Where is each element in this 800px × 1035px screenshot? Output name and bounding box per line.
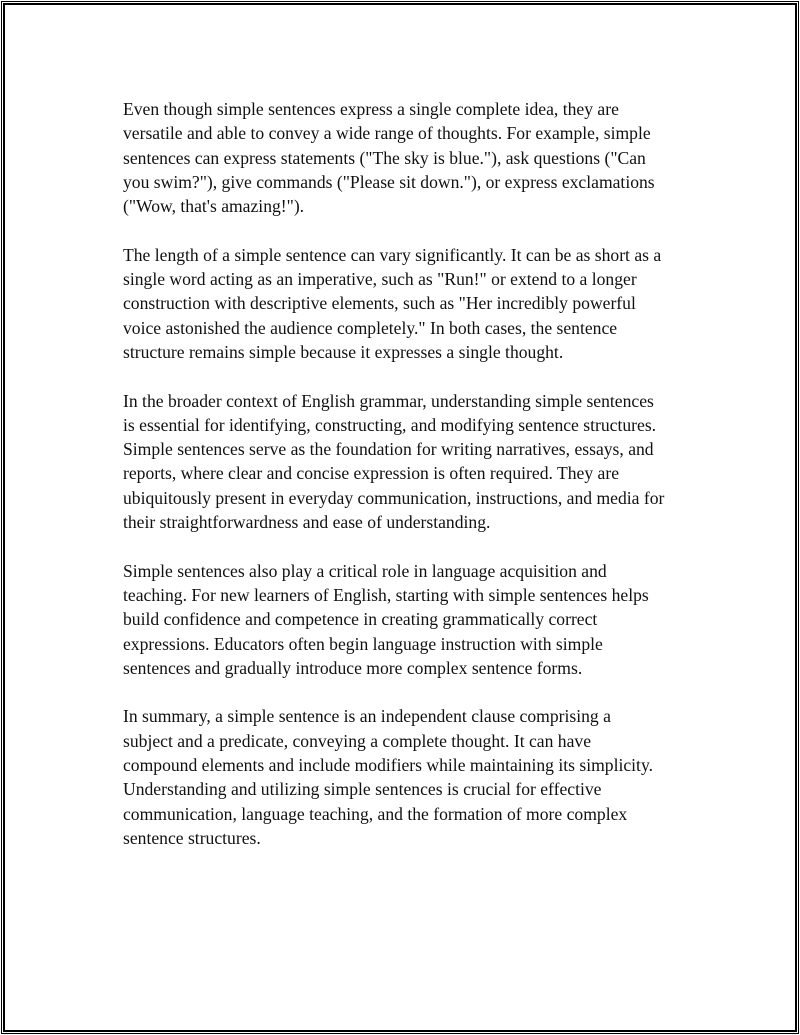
paragraph-line: sentences can express statements ("The sky is blue."), ask questions ("Can [123, 147, 646, 168]
paragraph-line: is essential for identifying, constructing, and modifying sentence structures. [123, 414, 657, 435]
paragraph-line: subject and a predicate, conveying a complete thought. It can have [123, 730, 592, 751]
paragraph-line: compound elements and include modifiers while maintaining its simplicity. [123, 755, 653, 776]
paragraph-line: construction with descriptive elements, such as "Her incredibly powerful [123, 293, 636, 314]
paragraph-line: versatile and able to convey a wide range of thoughts. For example, simple [123, 123, 651, 144]
paragraph-line: reports, where clear and concise expression is often required. They are [123, 463, 620, 484]
paragraph-line: you swim?"), give commands ("Please sit down."), or express exclamations [123, 171, 655, 192]
paragraph-line: communication, language teaching, and the formation of more complex [123, 803, 628, 824]
paragraph-line: Understanding and utilizing simple sentences is crucial for effective [123, 779, 602, 800]
paragraph-1 [123, 97, 693, 218]
paragraph-line: single word acting as an imperative, such as "Run!" or extend to a longer [123, 269, 637, 290]
paragraph-line: structure remains simple because it expresses a single thought. [123, 341, 564, 362]
paragraph-line: ubiquitously present in everyday communication, instructions, and media for [123, 487, 665, 508]
paragraph-line: In summary, a simple sentence is an independent clause comprising a [123, 706, 611, 727]
paragraph-line: expressions. Educators often begin language instruction with simple [123, 633, 603, 654]
paragraph-2 [123, 243, 693, 364]
paragraph-line: The length of a simple sentence can vary significantly. It can be as short as a [123, 244, 662, 265]
paragraph-line: voice astonished the audience completely." In both cases, the sentence [123, 317, 618, 338]
paragraph-line: Simple sentences also play a critical role in language acquisition and [123, 560, 607, 581]
page-border [3, 3, 797, 1032]
paragraph-line: teaching. For new learners of English, starting with simple sentences helps [123, 584, 649, 605]
paragraph-line: ("Wow, that's amazing!"). [123, 196, 305, 217]
paragraph-line: sentences and gradually introduce more complex sentence forms. [123, 657, 583, 678]
paragraph-line: sentence structures. [123, 827, 261, 848]
paragraph-line: In the broader context of English grammar, understanding simple sentences [123, 390, 654, 411]
paragraph-3 [123, 389, 693, 535]
paragraph-line: their straightforwardness and ease of understanding. [123, 512, 491, 533]
document-body [123, 97, 693, 875]
paragraph-line: Simple sentences serve as the foundation for writing narratives, essays, and [123, 439, 654, 460]
paragraph-line: build confidence and competence in creating grammatically correct [123, 609, 598, 630]
paragraph-line: Even though simple sentences express a single complete idea, they are [123, 99, 619, 119]
paragraph-4 [123, 559, 693, 680]
paragraph-5 [123, 704, 693, 850]
